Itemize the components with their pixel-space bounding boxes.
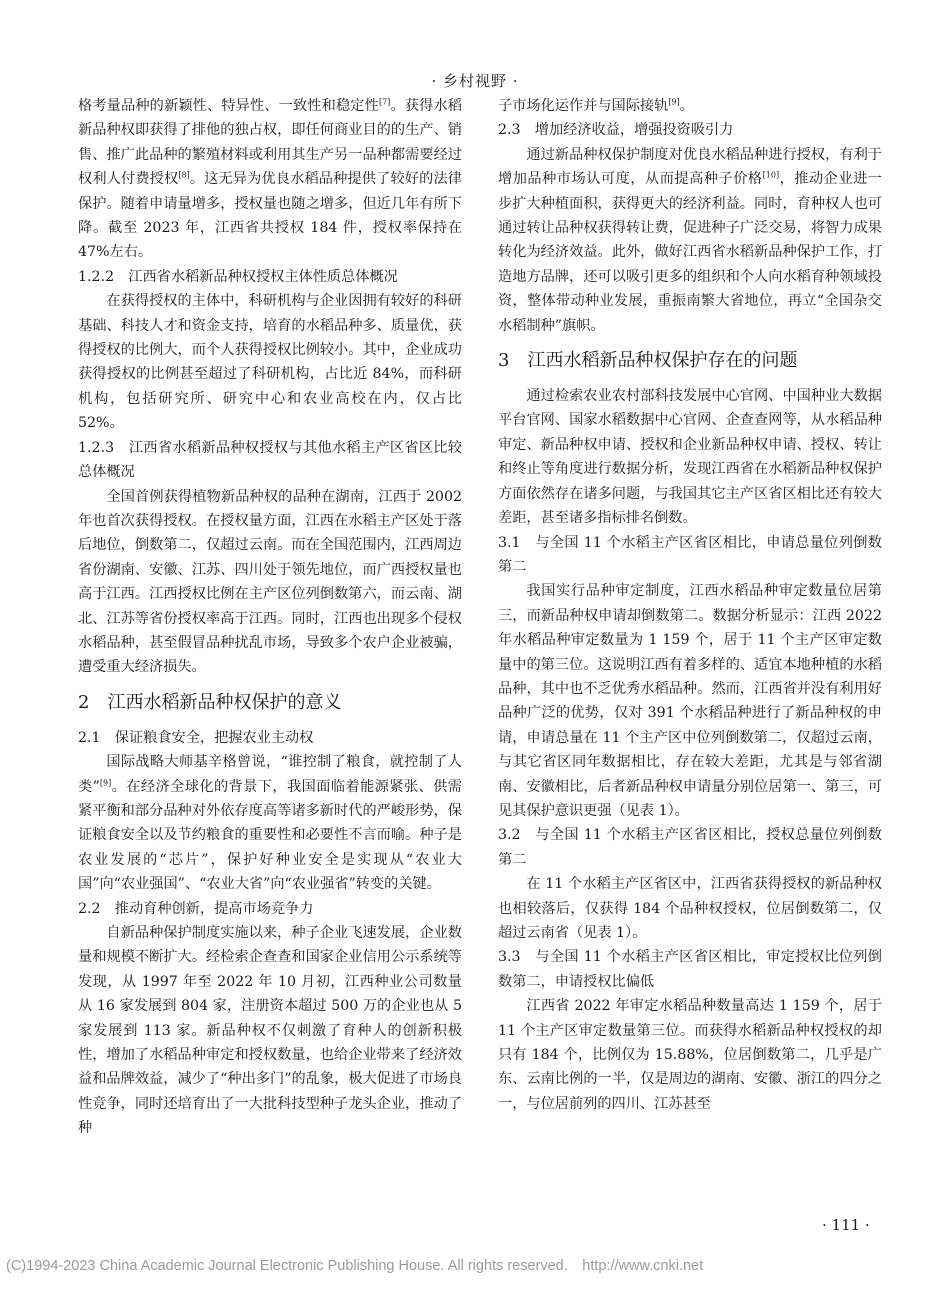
section-heading-3-1: 3.1 与全国 11 个水稻主产区省区相比，申请总量位列倒数第二 [498, 534, 882, 575]
citation-ref[interactable]: [10] [762, 170, 780, 180]
citation-ref[interactable]: [9] [668, 97, 680, 107]
section-heading-2-3: 2.3 增加经济收益，增强投资吸引力 [498, 122, 734, 139]
paragraph-application-total: 我国实行品种审定制度，江西水稻品种审定数量位居第三，而新品种权申请却倒数第二。数据分析显示：江西 2022 年水稻品种审定数量为 1 159 个，居于 11 个主产区审定数量中的第三位。这说明江西有着多样的、适宜本地种植的水稻品种，其中也不乏优秀水稻品种。然而，江西省并没有利用好品种广泛的优势，仅对 391 个水稻品种进行了新品种权的申请，申请总量在 11 个主产区中位列倒数第二，仅超过云南，与其它省区同年数据相比，存在较大差距，尤其是与邻省湖南、安徽相比，后者新品种权申请量分别位居第一、第三，可见其保护意识更强（见表 1）。 [498, 583, 882, 819]
section-heading-1-2-3: 1.2.3 江西省水稻新品种权授权与其他水稻主产区省区比较总体概况 [78, 439, 462, 481]
copyright-footer: (C)1994-2023 China Academic Journal Electronic Publishing House. All rights reserved. http://www.cnki.net [6, 1258, 704, 1274]
paragraph-food-security: 国际战略大师基辛格曾说，“谁控制了粮食，就控制了人类”[9]。在经济全球化的背景下，我国面临着能源紧张、供需紧平衡和部分品种对外依存度高等诸多新时代的严峻形势，保证粮食安全以及节约粮食的重要性和必要性不言而喻。种子是农业发展的“芯片”，保护好种业安全是实现从“农业大国”向“农业强国”、“农业大省”向“农业强省”转变的关键。 [78, 754, 462, 893]
paragraph-grant-total: 在 11 个水稻主产区省区中，江西省获得授权的新品种权也相较落后，仅获得 184 个品种权授权，位居倒数第二，仅超过云南省（见表 1）。 [498, 876, 882, 941]
paragraph-data-analysis: 通过检索农业农村部科技发展中心官网、中国种业大数据平台官网、国家水稻数据中心官网、企查查网等，从水稻品种审定、新品种权申请、授权和企业新品种权申请、授权、转让和终止等角度进行数据分析，发现江西省在水稻新品种权保护方面依然存在诸多问题，与我国其它主产区省区相比还有较大差距，甚至诸多指标排名倒数。 [498, 388, 882, 527]
paragraph-grant-quality: 格考量品种的新颖性、特异性、一致性和稳定性[7]。获得水稻新品种权即获得了排他的独占权，即任何商业目的的生产、销售、推广此品种的繁殖材料或利用其生产另一品种都需要经过权利人付费授权[8]。这无异为优良水稻品种提供了较好的法律保护。随着申请量增多，授权量也随之增多，但近几年有所下降。截至 2023 年，江西省共授权 184 件，授权率保持在 47%左右。 [78, 97, 462, 261]
right-column [498, 94, 882, 1116]
section-heading-3-3: 3.3 与全国 11 个水稻主产区省区相比，审定授权比位列倒数第二，申请授权比偏低 [498, 949, 882, 990]
section-heading-2: 2 江西水稻新品种权保护的意义 [78, 691, 342, 713]
section-heading-2-1: 2.1 保证粮食安全，把握农业主动权 [78, 729, 314, 746]
paragraph-breeding-innovation: 自新品种保护制度实施以来，种子企业飞速发展，企业数量和规模不断扩大。经检索企查查和国家企业信用公示系统等发现，从 1997 年至 2022 年 10 月初，江西种业公司数量从 16 家发展到 804 家，注册资本超过 500 万的企业也从 5 家发展到 113 家。新品种权不仅刺激了育种人的创新积极性，增加了水稻品种审定和授权数量，也给企业带来了经济效益和品牌效益，减少了“种出多门”的乱象，极大促进了市场良性竞争，同时还培育出了一大批科技型种子龙头企业，推动了种 [78, 925, 462, 1137]
paragraph-grant-subjects: 在获得授权的主体中，科研机构与企业因拥有较好的科研基础、科技人才和资金支持，培育的水稻品种多、质量优，获得授权的比例大，而个人获得授权比例较小。其中，企业成功获得授权的比例甚至超过了科研机构，占比近 84%，而科研机构，包括研究所、研究中心和农业高校在内，仅占比 52%。 [78, 293, 462, 432]
page-number: · 111 · [822, 1216, 870, 1234]
citation-ref[interactable]: [8] [178, 170, 190, 180]
section-heading-3: 3 江西水稻新品种权保护存在的问题 [498, 350, 798, 372]
paragraph-province-comparison: 全国首例获得植物新品种权的品种在湖南，江西于 2002 年也首次获得授权。在授权量方面，江西在水稻主产区处于落后地位，倒数第二，仅超过云南。而在全国范围内，江西周边省份湖南、安徽、江苏、四川处于领先地位，而广西授权量也高于江西。江西授权比例在主产区位列倒数第六，而云南、湖北、江苏等省份授权率高于江西。同时，江西也出现多个侵权水稻品种，甚至假冒品种扰乱市场，导致多个农户企业被骗，遭受重大经济损失。 [78, 488, 462, 676]
left-column [78, 94, 462, 1141]
paragraph-economic-benefit: 通过新品种权保护制度对优良水稻品种进行授权，有利于增加品种市场认可度，从而提高种子价格[10]，推动企业进一步扩大种植面积，获得更大的经济利益。同时，育种权人也可通过转让品种权获得转让费，促进种子广泛交易，将智力成果转化为经济效益。此外，做好江西省水稻新品种保护工作，打造地方品牌，还可以吸引更多的组织和个人向水稻育种领域投资，整体带动种业发展，重振南繁大省地位，再立“全国杂交水稻制种”旗帜。 [498, 146, 882, 334]
citation-ref[interactable]: [9] [99, 777, 112, 787]
paragraph-grant-ratio: 江西省 2022 年审定水稻品种数量高达 1 159 个，居于 11 个主产区审定数量第三位。而获得水稻新品种权授权的却只有 184 个，比例仅为 15.88%，位居倒数第二，几乎是广东、云南比例的一半，仅是周边的湖南、安徽、浙江的四分之一，与位居前列的四川、江苏甚至 [498, 998, 882, 1112]
running-header: · 乡村视野 · [431, 72, 519, 90]
section-heading-1-2-2: 1.2.2 江西省水稻新品种权授权主体性质总体概况 [78, 268, 398, 285]
section-heading-2-2: 2.2 推动育种创新，提高市场竞争力 [78, 900, 314, 917]
section-heading-3-2: 3.2 与全国 11 个水稻主产区省区相比，授权总量位列倒数第二 [498, 827, 882, 868]
citation-ref[interactable]: [7] [378, 97, 391, 107]
paragraph-continuation: 子市场化运作并与国际接轨[9]。 [498, 97, 694, 114]
